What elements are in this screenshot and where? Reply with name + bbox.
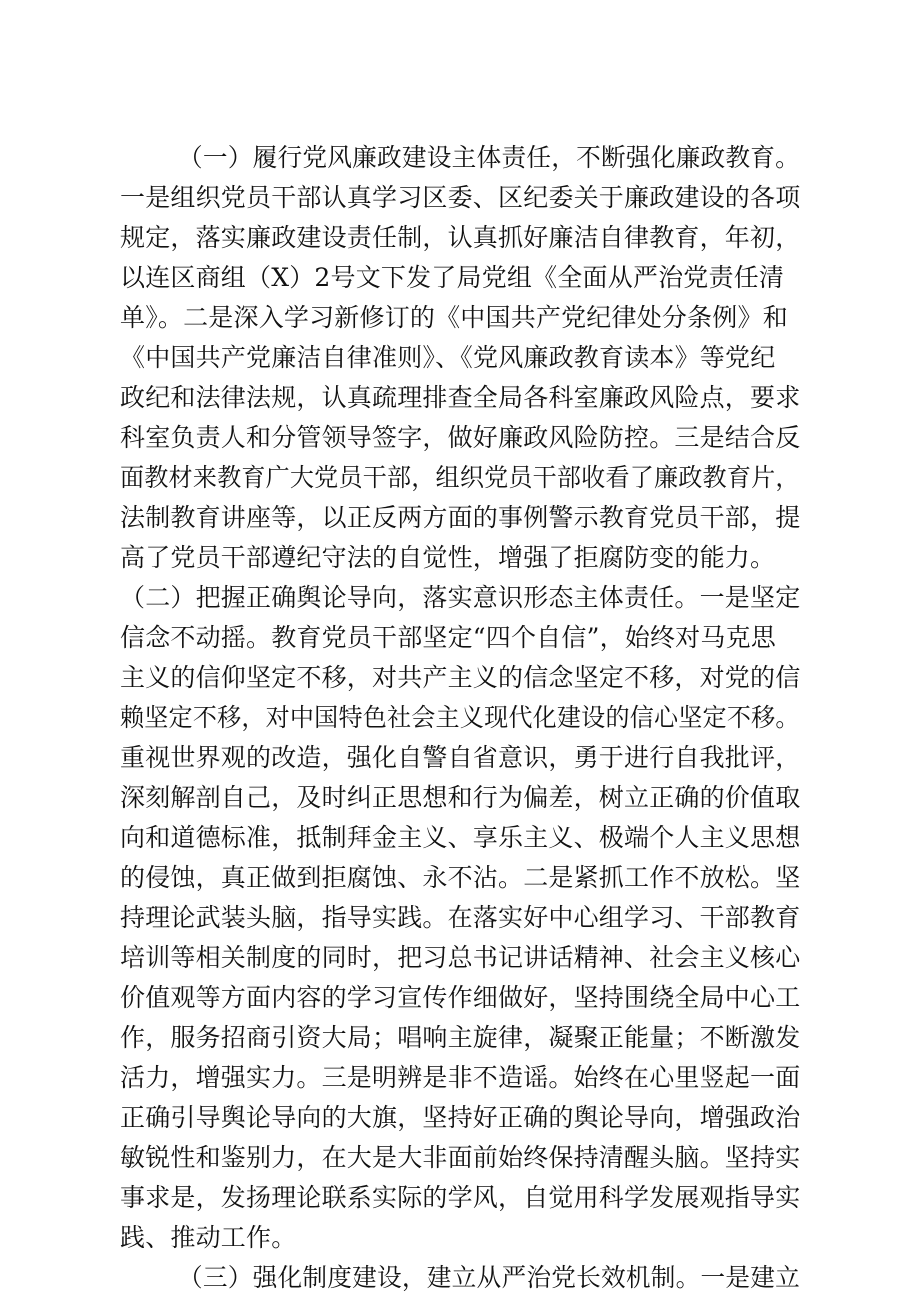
text-line: （二）把握正确舆论导向，落实意识形态主体责任。一是坚定	[120, 583, 801, 612]
text-line: 《中国共产党廉洁自律准则》、《党风廉政教育读本》等党纪	[120, 343, 776, 372]
text-line: 一是组织党员干部认真学习区委、区纪委关于廉政建设的各项	[120, 183, 801, 212]
text-line: 赖坚定不移，对中国特色社会主义现代化建设的信心坚定不移。	[120, 703, 800, 732]
text-line: 践、推动工作。	[120, 1223, 297, 1252]
text-line: 活力，增强实力。三是明辨是非不造谣。始终在心里竖起一面	[120, 1063, 801, 1092]
text-line: 深刻解剖自己，及时纠正思想和行为偏差，树立正确的价值取	[120, 783, 801, 812]
text-line: 法制教育讲座等，以正反两方面的事例警示教育党员干部，提	[120, 503, 801, 532]
text-line: 的侵蚀，真正做到拒腐蚀、永不沾。二是紧抓工作不放松。坚	[120, 863, 801, 892]
text-line: 科室负责人和分管领导签字，做好廉政风险防控。三是结合反	[120, 423, 801, 452]
text-line: （一）履行党风廉政建设主体责任，不断强化廉政教育。	[178, 143, 801, 172]
text-line: （三）强化制度建设，建立从严治党长效机制。一是建立	[178, 1263, 801, 1292]
text-line: 重视世界观的改造，强化自警自省意识，勇于进行自我批评，	[120, 743, 801, 772]
text-line: 事求是，发扬理论联系实际的学风，自觉用科学发展观指导实	[120, 1183, 801, 1212]
text-line: 敏锐性和鉴别力，在大是大非面前始终保持清醒头脑。坚持实	[120, 1143, 801, 1172]
text-line: 以连区商组（X）2号文下发了局党组《全面从严治党责任清	[120, 263, 785, 292]
text-line: 持理论武装头脑，指导实践。在落实好中心组学习、干部教育	[120, 903, 801, 932]
text-line: 政纪和法律法规，认真疏理排查全局各科室廉政风险点，要求	[120, 383, 801, 412]
text-line: 单》。二是深入学习新修订的《中国共产党纪律处分条例》和	[120, 303, 788, 332]
text-line: 正确引导舆论导向的大旗，坚持好正确的舆论导向，增强政治	[120, 1103, 801, 1132]
text-line: 培训等相关制度的同时，把习总书记讲话精神、社会主义核心	[120, 943, 801, 972]
text-line: 价值观等方面内容的学习宣传作细做好，坚持围绕全局中心工	[120, 983, 801, 1012]
text-line: 主义的信仰坚定不移，对共产主义的信念坚定不移，对党的信	[120, 663, 801, 692]
text-line: 高了党员干部遵纪守法的自觉性，增强了拒腐防变的能力。	[120, 543, 776, 572]
text-line: 向和道德标准，抵制拜金主义、享乐主义、极端个人主义思想	[120, 823, 801, 852]
text-line: 面教材来教育广大党员干部，组织党员干部收看了廉政教育片，	[120, 463, 800, 492]
text-line: 规定，落实廉政建设责任制，认真抓好廉洁自律教育，年初，	[120, 223, 801, 252]
text-line: 信念不动摇。教育党员干部坚定“四个自信”，始终对马克思	[120, 623, 776, 652]
text-line: 作，服务招商引资大局；唱响主旋律，凝聚正能量；不断激发	[120, 1023, 801, 1052]
